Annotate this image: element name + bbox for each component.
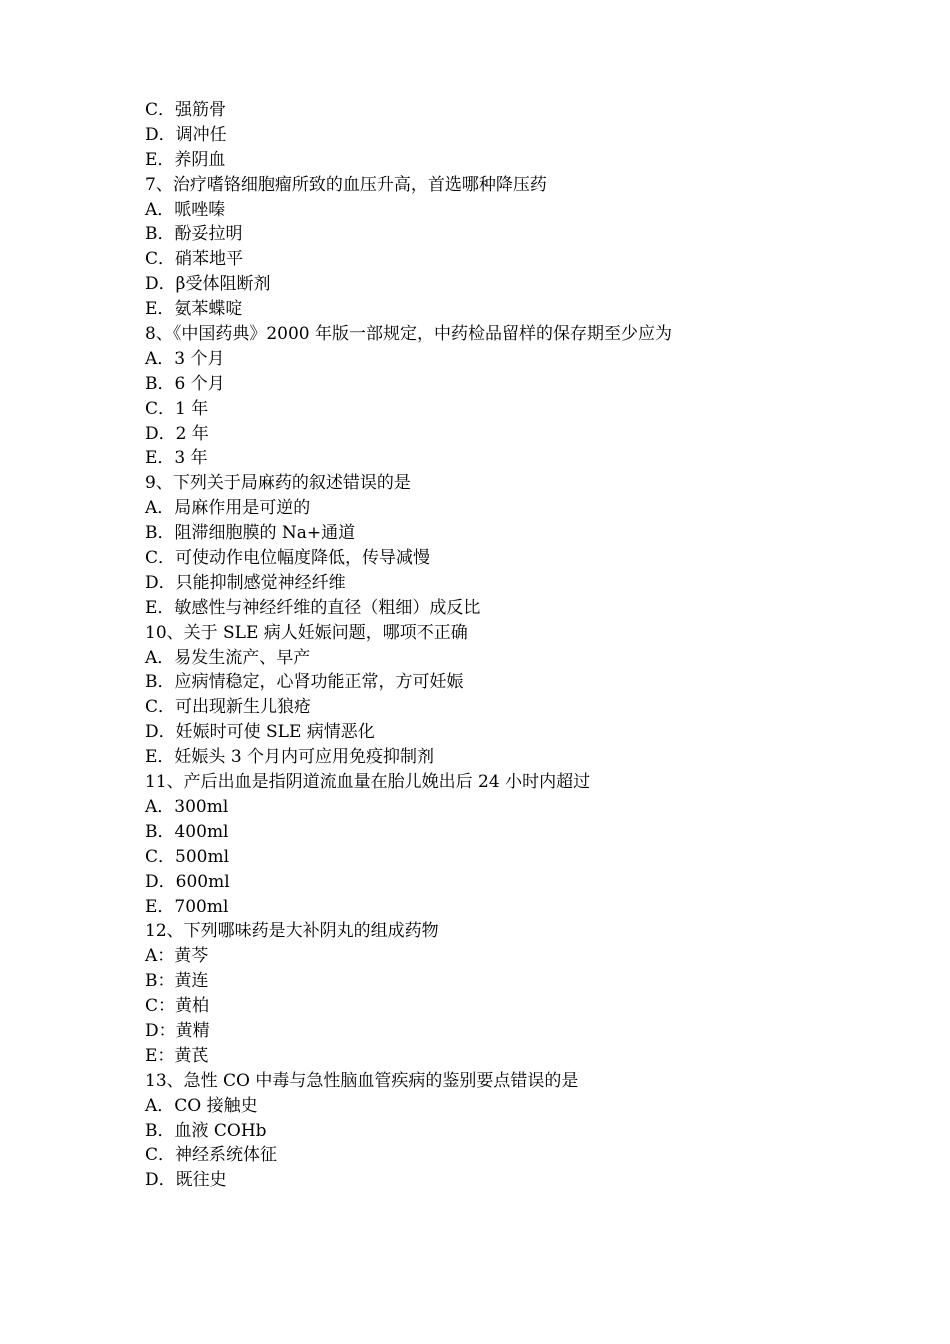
q8-option-a: A．3 个月 [145,348,225,369]
q13-option-b: B．血液 COHb [145,1120,267,1141]
q10-option-a: A．易发生流产、早产 [145,647,311,668]
question-7: 7、治疗嗜铬细胞瘤所致的血压升高，首选哪种降压药 [145,174,547,195]
q9-option-b: B．阻滞细胞膜的 Na+通道 [145,523,356,544]
q8-option-b: B．6 个月 [145,373,225,394]
question-10: 10、关于 SLE 病人妊娠问题，哪项不正确 [145,622,468,643]
q11-option-d: D．600ml [145,871,230,892]
question-13: 13、急性 CO 中毒与急性脑血管疾病的鉴别要点错误的是 [145,1070,579,1091]
q10-option-c: C．可出现新生儿狼疮 [145,697,312,718]
q7-option-b: B．酚妥拉明 [145,224,243,245]
q11-option-a: A．300ml [145,796,229,817]
q11-option-e: E．700ml [145,896,229,917]
q9-option-c: C．可使动作电位幅度降低，传导减慢 [145,548,431,569]
q7-option-e: E．氨苯蝶啶 [145,299,243,320]
q12-option-a: A：黄芩 [145,946,209,967]
q12-option-d: D：黄精 [145,1020,210,1041]
q11-option-b: B．400ml [145,821,229,842]
q9-option-a: A．局麻作用是可逆的 [145,498,311,519]
option-d-line: D．调冲任 [145,124,227,145]
q12-option-c: C：黄柏 [145,996,210,1017]
q12-option-e: E：黄芪 [145,1045,209,1066]
q10-option-d: D．妊娠时可使 SLE 病情恶化 [145,722,375,743]
option-c-line: C．强筋骨 [145,100,227,120]
q11-option-c: C．500ml [145,846,230,867]
q10-option-b: B．应病情稳定，心肾功能正常，方可妊娠 [145,672,464,693]
document-body [145,98,845,1193]
q7-option-c: C．硝苯地平 [145,249,244,270]
question-12: 12、下列哪味药是大补阴丸的组成药物 [145,921,439,942]
q7-option-d: D．β受体阻断剂 [145,274,271,295]
q9-option-d: D．只能抑制感觉神经纤维 [145,572,346,593]
q7-option-a: A．哌唑嗪 [145,199,226,220]
q13-option-d: D．既往史 [145,1170,227,1191]
q9-option-e: E．敏感性与神经纤维的直径（粗细）成反比 [145,597,481,618]
q8-option-d: D．2 年 [145,423,209,444]
question-11: 11、产后出血是指阴道流血量在胎儿娩出后 24 小时内超过 [145,772,591,793]
q10-option-e: E．妊娠头 3 个月内可应用免疫抑制剂 [145,747,435,768]
q8-option-e: E．3 年 [145,448,208,469]
q13-option-a: A．CO 接触史 [145,1095,258,1116]
q8-option-c: C．1 年 [145,398,209,419]
q13-option-c: C．神经系统体征 [145,1145,278,1166]
option-e-line: E．养阴血 [145,149,226,170]
q12-option-b: B：黄连 [145,971,209,992]
question-9: 9、下列关于局麻药的叙述错误的是 [145,473,411,494]
question-8: 8、《中国药典》2000 年版一部规定，中药检品留样的保存期至少应为 [145,324,672,345]
